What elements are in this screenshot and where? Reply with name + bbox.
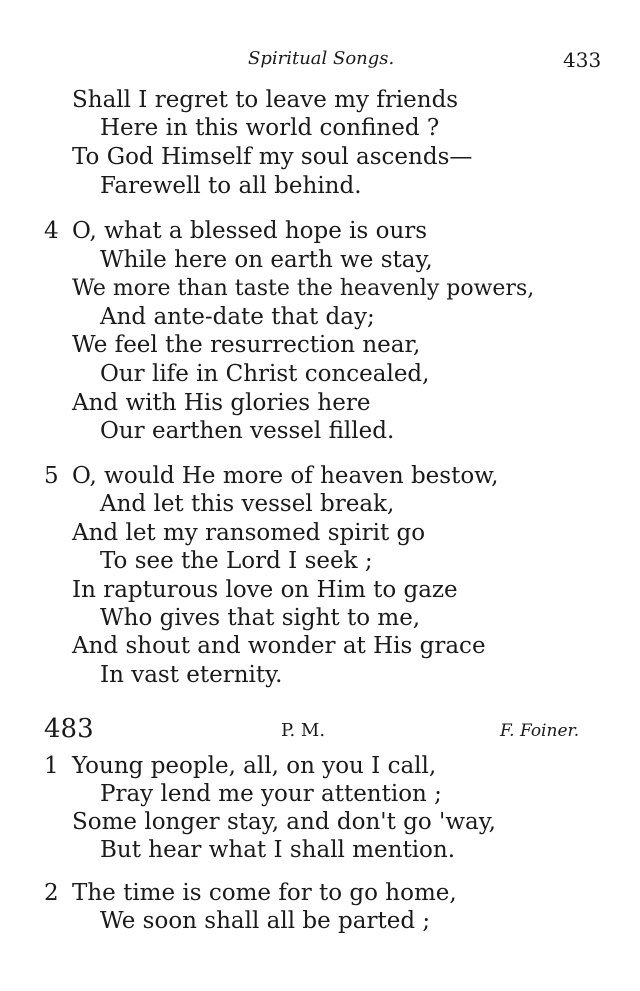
stanza-number: 1 bbox=[44, 753, 59, 779]
verse-line: And shout and wonder at His grace bbox=[72, 633, 486, 659]
verse-line: Young people, all, on you I call, bbox=[72, 753, 437, 779]
running-header bbox=[0, 48, 640, 78]
verse-line: While here on earth we stay, bbox=[100, 247, 433, 273]
verse-line: We feel the resurrection near, bbox=[72, 332, 421, 358]
verse-line: Who gives that sight to me, bbox=[100, 605, 421, 631]
verse-line: We soon shall all be parted ; bbox=[100, 908, 431, 934]
verse-line: In vast eternity. bbox=[100, 662, 283, 688]
verse-line: Farewell to all behind. bbox=[100, 173, 362, 199]
verse-line: In rapturous love on Him to gaze bbox=[72, 577, 458, 603]
verse-line: Some longer stay, and don't go 'way, bbox=[72, 809, 496, 835]
verse-line: To God Himself my soul ascends— bbox=[72, 144, 473, 170]
page-number: 433 bbox=[563, 48, 602, 72]
hymn-header bbox=[0, 714, 640, 748]
stanza-number: 2 bbox=[44, 880, 59, 906]
verse-line: But hear what I shall mention. bbox=[100, 837, 456, 863]
hymn-author: F. Foiner. bbox=[500, 721, 580, 741]
verse-line: Shall I regret to leave my friends bbox=[72, 87, 459, 113]
verse-line: The time is come for to go home, bbox=[72, 880, 457, 906]
stanza-number: 4 bbox=[44, 218, 59, 244]
verse-line: We more than taste the heavenly powers, bbox=[72, 276, 535, 301]
verse-line: And ante-date that day; bbox=[100, 304, 375, 330]
verse-line: Our life in Christ concealed, bbox=[100, 361, 430, 387]
verse-line: And with His glories here bbox=[72, 390, 371, 416]
verse-line: To see the Lord I seek ; bbox=[100, 548, 373, 574]
verse-line: O, what a blessed hope is ours bbox=[72, 218, 428, 244]
verse-line: O, would He more of heaven bestow, bbox=[72, 463, 499, 489]
hymn-meter: P. M. bbox=[281, 720, 326, 741]
stanza-number: 5 bbox=[44, 463, 59, 489]
verse-line: Pray lend me your attention ; bbox=[100, 781, 442, 807]
verse-line: Our earthen vessel filled. bbox=[100, 418, 395, 444]
verse-line: And let this vessel break, bbox=[100, 491, 395, 517]
running-header-title: Spiritual Songs. bbox=[248, 48, 395, 69]
verse-line: And let my ransomed spirit go bbox=[72, 520, 426, 546]
verse-line: Here in this world confined ? bbox=[100, 115, 440, 141]
hymn-number: 483 bbox=[44, 714, 94, 744]
